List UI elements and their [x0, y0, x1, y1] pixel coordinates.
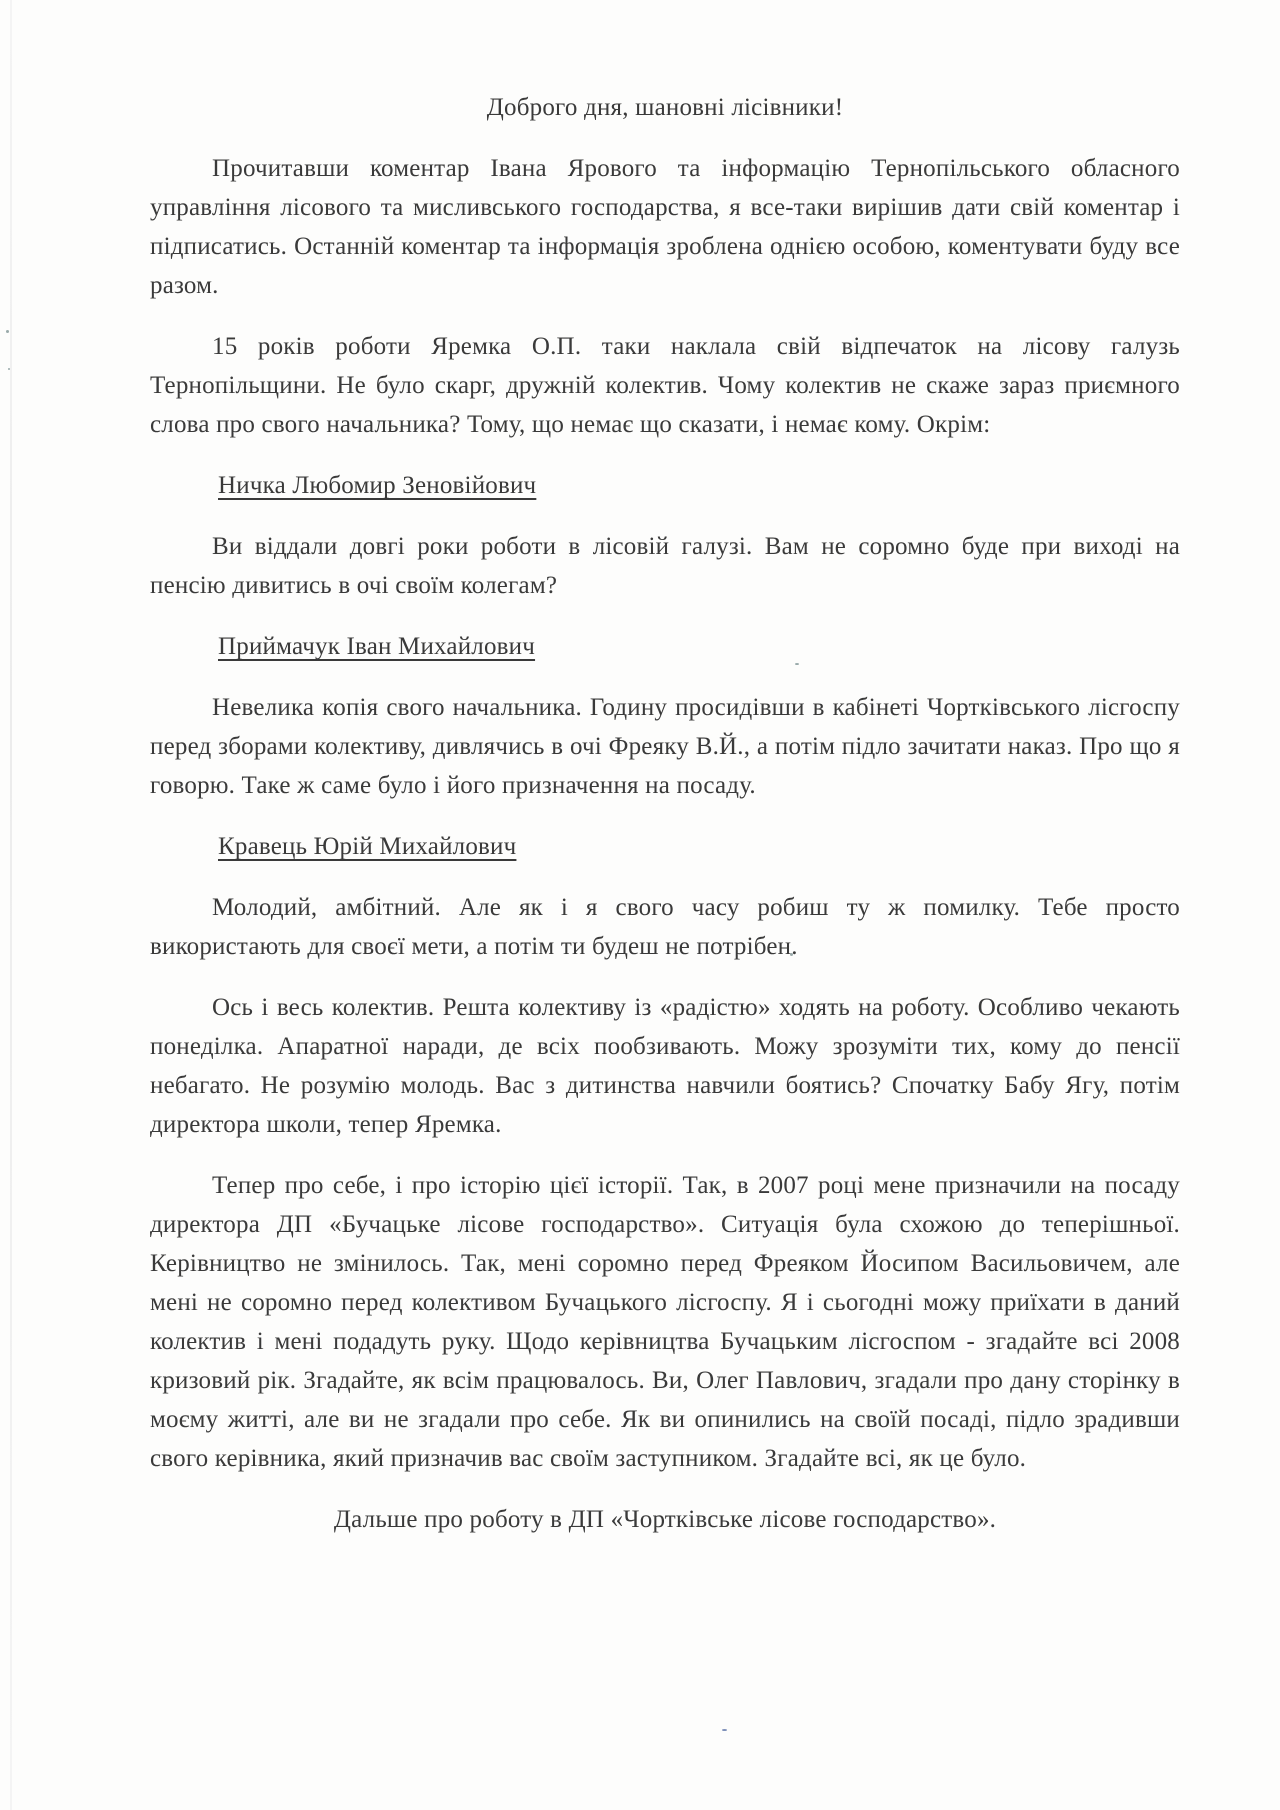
letter-paragraph: Ви віддали довгі роки роботи в лісовій галузі. Вам не соромно буде при виході на пенсію дивитись в очі своїм колегам? [150, 533, 1180, 599]
letter-paragraph: Ось і весь колектив. Решта колективу із «радістю» ходять на роботу. Особливо чекають понеділка. Апаратної наради, де всіх пообзивають. Можу зрозуміти тих, кому до пенсії небагато. Не розумію молодь. Вас з дитинства навчили боятись? Спочатку Бабу Ягу, потім директора школи, тепер Яремка. [150, 994, 1180, 1138]
letter-closing: Дальше про роботу в ДП «Чортківське лісове господарство». [333, 1506, 997, 1533]
letter-paragraph: Невелика копія свого начальника. Годину просидівши в кабінеті Чортківського лісгоспу перед зборами колективу, дивлячись в очі Фреяку В.Й., а потім підло зачитати наказ. Про що я говорю. Таке ж саме було і його призначення на посаду. [150, 694, 1180, 799]
letter-paragraph: 15 років роботи Яремка О.П. таки наклала свій відпечаток на лісову галузь Тернопільщини. Не було скарг, дружній колектив. Чому колектив не скаже зараз приємного слова про свого начальника? Тому, що немає що сказати, і немає кому. Окрім: [150, 333, 1180, 438]
letter-greeting: Доброго дня, шановні лісівники! [486, 94, 844, 121]
person-name-heading: Кравець Юрій Михайлович [218, 833, 517, 860]
scan-speck [6, 330, 9, 333]
letter-body [150, 88, 1180, 1539]
letter-paragraph: Молодий, амбітний. Але як і я свого часу робиш ту ж помилку. Тебе просто використають для своєї мети, а потім ти будеш не потрібен. [150, 894, 1180, 960]
scan-speck [8, 368, 10, 370]
person-name-heading: Ничка Любомир Зеновійович [218, 472, 537, 499]
person-name-heading: Приймачук Іван Михайлович [218, 633, 536, 660]
letter-paragraph: Тепер про себе, і про історію цієї історії. Так, в 2007 році мене призначили на посаду директора ДП «Бучацьке лісове господарство». Ситуація була схожою до теперішньої. Керівництво не змінилось. Так, мені соромно перед Фреяком Йосипом Васильовичем, але мені не соромно перед колективом Бучацького лісгоспу. Я і сьогодні можу приїхати в даний колектив і мені подадуть руку. Щодо керівництва Бучацьким лісгоспом - згадайте всі 2008 кризовий рік. Згадайте, як всім працювалось. Ви, Олег Павлович, згадали про дану сторінку в моєму житті, але ви не згадали про себе. Як ви опинились на своїй посаді, підло зрадивши свого керівника, який призначив вас своїм заступником. Згадайте всі, як це було. [150, 1172, 1180, 1472]
letter-paragraph: Прочитавши коментар Івана Ярового та інформацію Тернопільського обласного управління лісового та мисливського господарства, я все-таки вирішив дати свій коментар і підписатись. Останній коментар та інформація зроблена однією особою, коментувати буду все разом. [150, 155, 1180, 299]
scan-speck [722, 1729, 727, 1731]
